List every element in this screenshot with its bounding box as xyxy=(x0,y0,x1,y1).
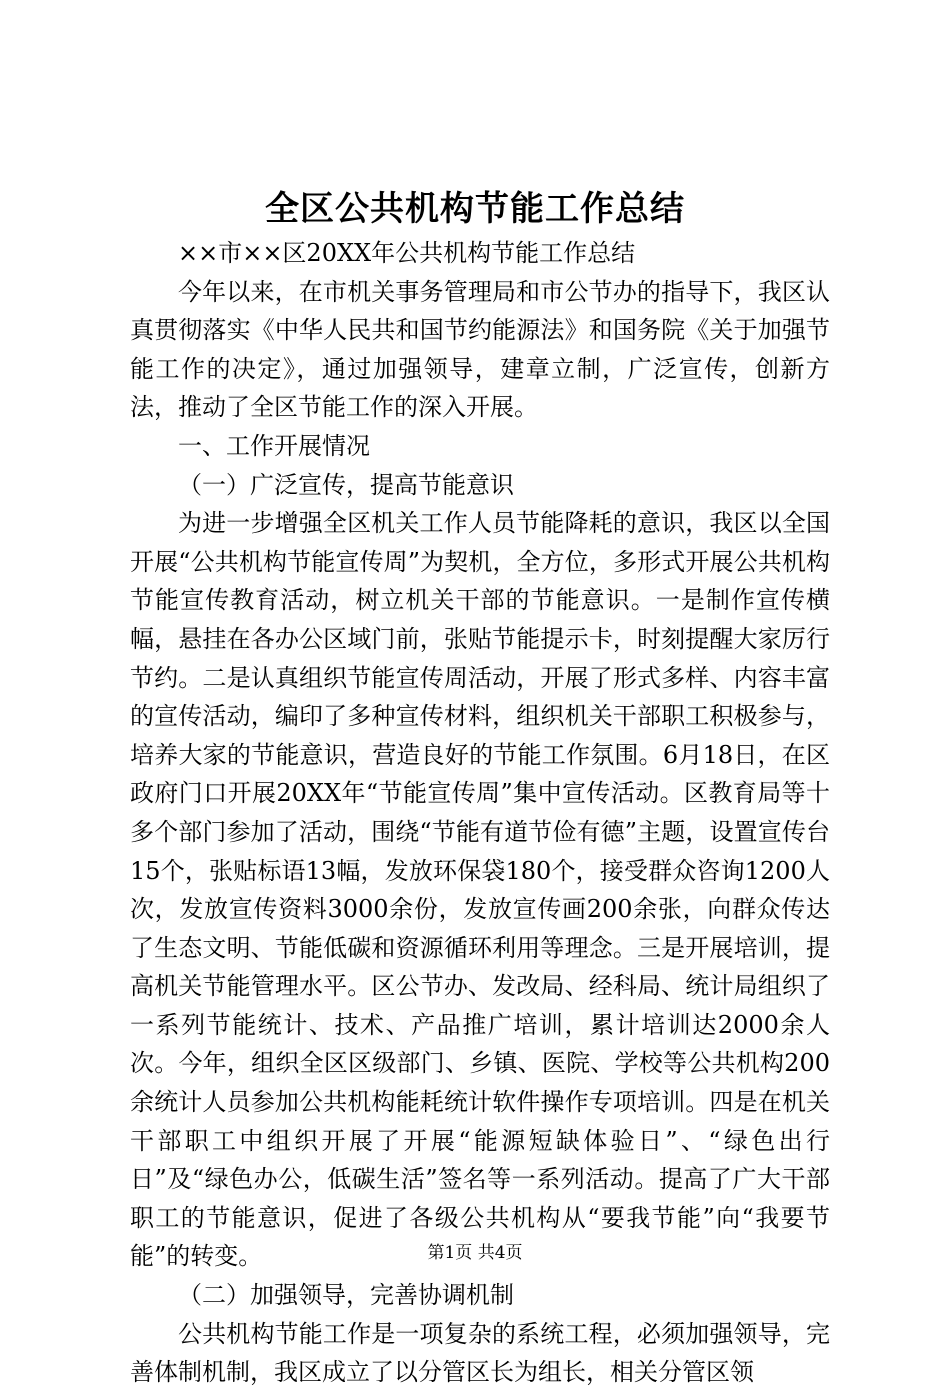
paragraph-leadership: 公共机构节能工作是一项复杂的系统工程，必须加强领导，完善体制机制，我区成立了以分管区长为组长，相关分管区领 xyxy=(130,1319,830,1387)
subsection-heading: （二）加强领导，完善协调机制 xyxy=(178,1281,514,1310)
paragraph-subtitle: ××市××区20XX年公共机构节能工作总结 xyxy=(178,239,636,267)
document-title: 全区公共机构节能工作总结 xyxy=(265,189,685,229)
document-body xyxy=(130,234,830,1392)
paragraph-publicity: 为进一步增强全区机关工作人员节能降耗的意识，我区以全国开展“公共机构节能宣传周”为契机，全方位，多形式开展公共机构节能宣传教育活动，树立机关干部的节能意识。一是制作宣传横幅，悬挂在各办公区域门前，张贴节能提示卡，时刻提醒大家厉行节约。二是认真组织节能宣传周活动，开展了形式多样、内容丰富的宣传活动，编印了多种宣传材料，组织机关干部职工积极参与，培养大家的节能意识，营造良好的节能工作氛围。6月18日，在区政府门口开展20XX年“节能宣传周”集中宣传活动。区教育局等十多个部门参加了活动，围绕“节能有道节俭有德”主题，设置宣传台15个，张贴标语13幅，发放环保袋180个，接受群众咨询1200人次，发放宣传资料3000余份，发放宣传画200余张，向群众传达了生态文明、节能低碳和资源循环利用等理念。三是开展培训，提高机关节能管理水平。区公节办、发改局、经科局、统计局组织了一系列节能统计、技术、产品推广培训，累计培训达2000余人次。今年，组织全区区级部门、乡镇、医院、学校等公共机构200余统计人员参加公共机构能耗统计软件操作专项培训。四是在机关干部职工中组织开展了开展“能源短缺体验日”、“绿色出行日”及“绿色办公，低碳生活”签名等一系列活动。提高了广大干部职工的节能意识，促进了各级公共机构从“要我节能”向“我要节能”的转变。 xyxy=(130,509,830,1271)
paragraph-intro: 今年以来，在市机关事务管理局和市公节办的指导下，我区认真贯彻落实《中华人民共和国节约能源法》和国务院《关于加强节能工作的决定》，通过加强领导，建章立制，广泛宣传，创新方法，推动了全区节能工作的深入开展。 xyxy=(130,277,830,422)
section-heading: 一、工作开展情况 xyxy=(178,431,370,460)
page-footer: 第1页 共4页 xyxy=(427,1243,523,1263)
subsection-heading: （一）广泛宣传，提高节能意识 xyxy=(178,470,514,499)
